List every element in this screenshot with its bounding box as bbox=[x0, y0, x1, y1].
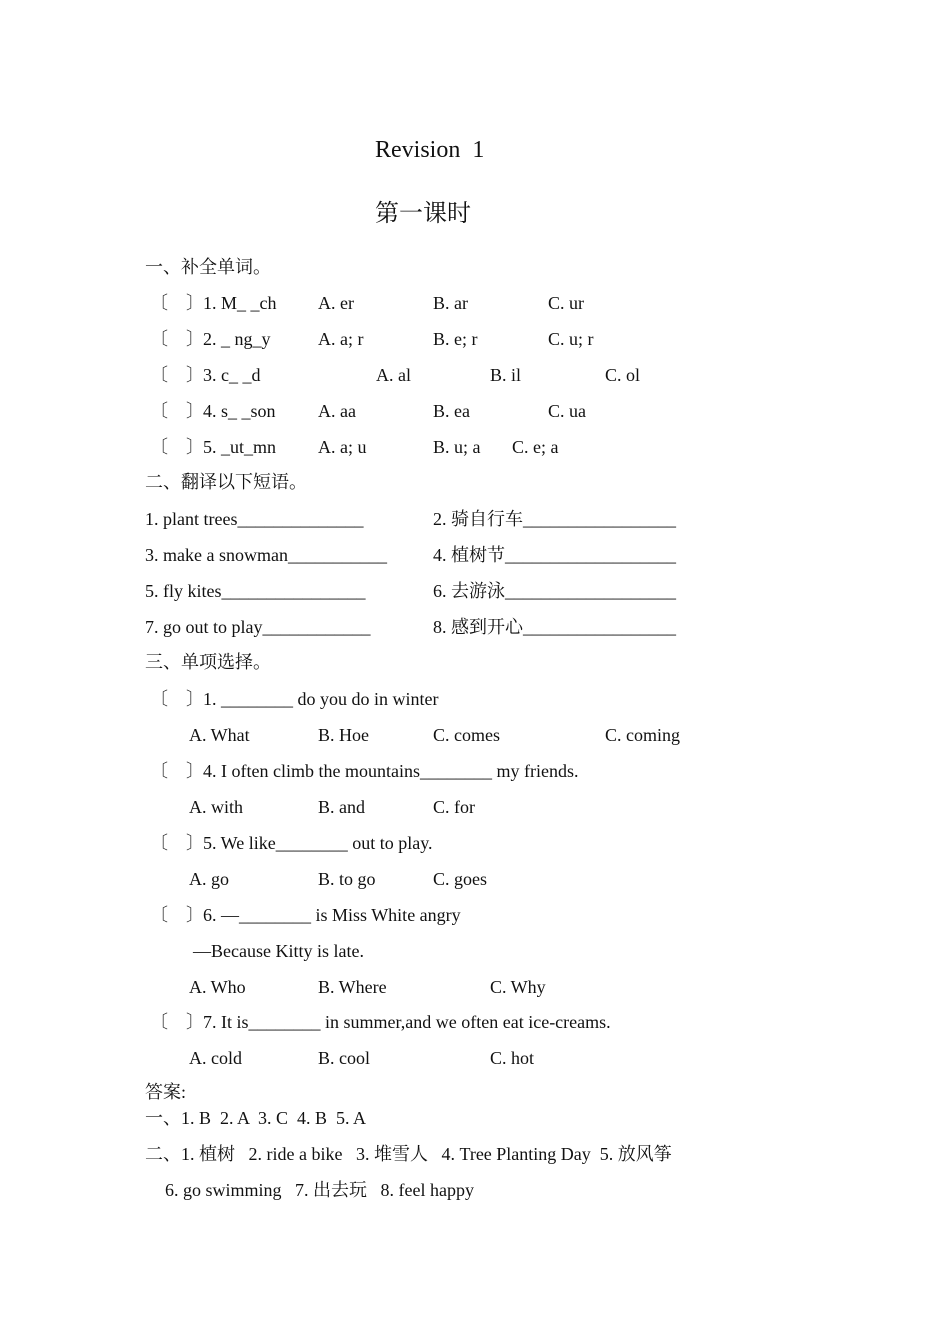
question-text: 1. M_ _ch bbox=[203, 293, 277, 313]
answers-label: 答案: bbox=[145, 1082, 187, 1102]
option-c: C. Why bbox=[490, 977, 546, 997]
option-d: C. coming bbox=[605, 725, 680, 745]
option-a: A. cold bbox=[189, 1048, 242, 1068]
option-a: A. What bbox=[189, 725, 250, 745]
question-text: 6. —________ is Miss White angry bbox=[203, 905, 461, 925]
answers-line-3: 6. go swimming 7. 出去玩 8. feel happy bbox=[165, 1180, 474, 1200]
option-a: A. go bbox=[189, 869, 229, 889]
option-a: A. a; u bbox=[318, 437, 367, 457]
option-a: A. er bbox=[318, 293, 354, 313]
translate-item: 3. make a snowman___________ bbox=[145, 545, 387, 565]
answer-bracket[interactable]: 〔 〕 bbox=[150, 365, 204, 385]
answer-bracket[interactable]: 〔 〕 bbox=[150, 833, 204, 853]
option-c: C. comes bbox=[433, 725, 500, 745]
option-a: A. aa bbox=[318, 401, 356, 421]
question-text: 1. ________ do you do in winter bbox=[203, 689, 439, 709]
question-text: 4. s_ _son bbox=[203, 401, 276, 421]
translate-item: 2. 骑自行车_________________ bbox=[433, 509, 676, 529]
question-text: 3. c_ _d bbox=[203, 365, 261, 385]
answers-line-2: 二、1. 植树 2. ride a bike 3. 堆雪人 4. Tree Planting Day 5. 放风筝 bbox=[145, 1144, 672, 1164]
option-b: B. Where bbox=[318, 977, 387, 997]
answer-bracket[interactable]: 〔 〕 bbox=[150, 401, 204, 421]
answer-bracket[interactable]: 〔 〕 bbox=[150, 437, 204, 457]
translate-item: 5. fly kites________________ bbox=[145, 581, 366, 601]
question-text: 5. We like________ out to play. bbox=[203, 833, 433, 853]
section1-heading: 一、补全单词。 bbox=[145, 257, 271, 277]
translate-item: 7. go out to play____________ bbox=[145, 617, 371, 637]
translate-item: 1. plant trees______________ bbox=[145, 509, 364, 529]
option-b: B. and bbox=[318, 797, 365, 817]
page-subtitle: 第一课时 bbox=[375, 201, 471, 227]
answer-bracket[interactable]: 〔 〕 bbox=[150, 761, 204, 781]
option-c: C. goes bbox=[433, 869, 487, 889]
option-b: B. il bbox=[490, 365, 522, 385]
option-c: C. for bbox=[433, 797, 475, 817]
option-c: C. ol bbox=[605, 365, 641, 385]
answer-bracket[interactable]: 〔 〕 bbox=[150, 689, 204, 709]
option-a: A. Who bbox=[189, 977, 246, 997]
page-title: Revision 1 bbox=[375, 137, 485, 163]
answer-bracket[interactable]: 〔 〕 bbox=[150, 293, 204, 313]
translate-item: 4. 植树节___________________ bbox=[433, 545, 676, 565]
answer-bracket[interactable]: 〔 〕 bbox=[150, 1012, 204, 1032]
option-b: B. Hoe bbox=[318, 725, 369, 745]
question-text: 5. _ut_mn bbox=[203, 437, 277, 457]
option-a: A. al bbox=[376, 365, 411, 385]
answers-line-1: 一、1. B 2. A 3. C 4. B 5. A bbox=[145, 1108, 367, 1128]
translate-item: 6. 去游泳___________________ bbox=[433, 581, 676, 601]
option-b: B. u; a bbox=[433, 437, 481, 457]
option-c: C. e; a bbox=[512, 437, 559, 457]
option-a: A. a; r bbox=[318, 329, 364, 349]
question-text: 7. It is________ in summer,and we often eat ice-creams. bbox=[203, 1012, 611, 1032]
question-text: 4. I often climb the mountains________ my friends. bbox=[203, 761, 579, 781]
answer-bracket[interactable]: 〔 〕 bbox=[150, 905, 204, 925]
section2-heading: 二、翻译以下短语。 bbox=[145, 472, 307, 492]
option-b: B. e; r bbox=[433, 329, 478, 349]
option-b: B. ea bbox=[433, 401, 470, 421]
option-a: A. with bbox=[189, 797, 243, 817]
option-c: C. ur bbox=[548, 293, 584, 313]
option-c: C. hot bbox=[490, 1048, 535, 1068]
question-text: 2. _ ng_y bbox=[203, 329, 271, 349]
option-c: C. ua bbox=[548, 401, 586, 421]
section3-heading: 三、单项选择。 bbox=[145, 652, 271, 672]
question-reply: —Because Kitty is late. bbox=[193, 941, 364, 961]
option-b: B. cool bbox=[318, 1048, 370, 1068]
translate-item: 8. 感到开心_________________ bbox=[433, 617, 676, 637]
answer-bracket[interactable]: 〔 〕 bbox=[150, 329, 204, 349]
option-b: B. ar bbox=[433, 293, 468, 313]
option-b: B. to go bbox=[318, 869, 376, 889]
option-c: C. u; r bbox=[548, 329, 594, 349]
